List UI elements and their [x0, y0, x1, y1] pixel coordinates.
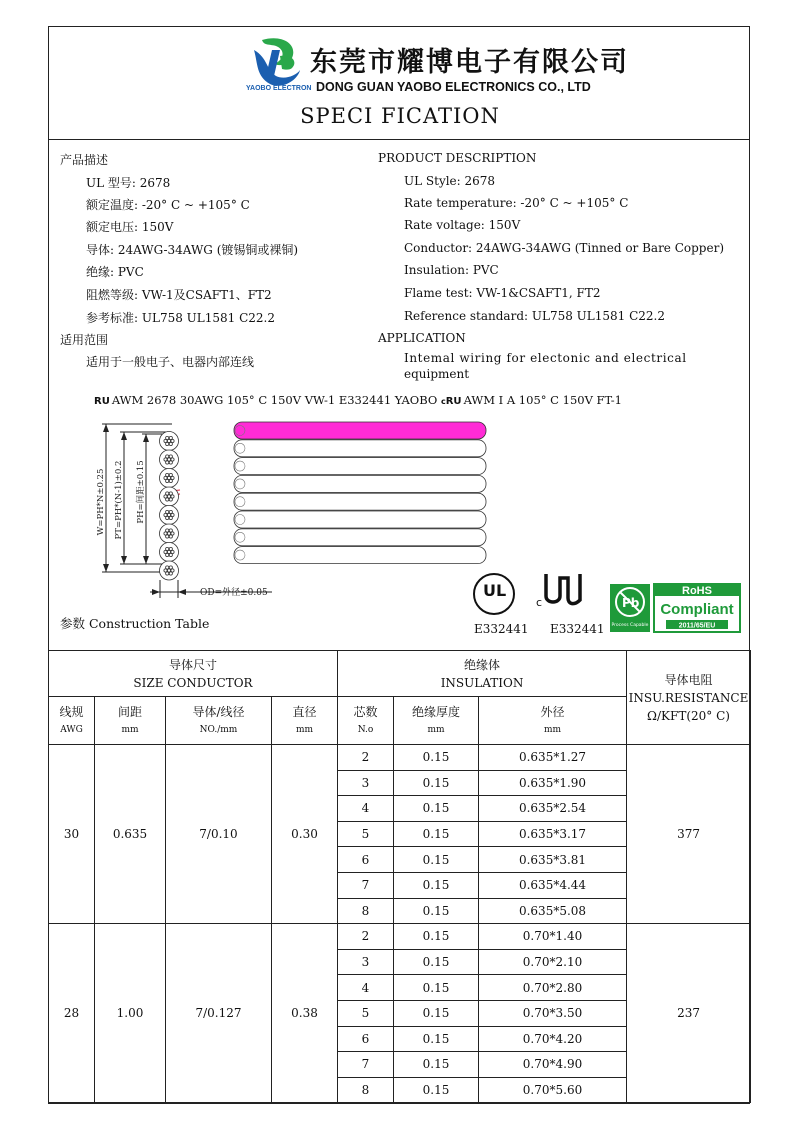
flat-cable-wire: [234, 493, 486, 510]
outer-diameter-cell: 0.70*2.10: [479, 949, 627, 975]
marking-text-2: AWM I A 105° C 150V FT-1: [463, 393, 622, 407]
column-header: 绝缘厚度 mm: [394, 697, 479, 745]
application-cn-text: 适用于一般电子、电器内部连线: [86, 355, 255, 369]
csa-c-mark: c: [536, 596, 543, 609]
strand-circle: [166, 479, 169, 482]
strand-circle: [169, 553, 172, 556]
cores-cell: 7: [338, 872, 394, 898]
svg-text:Process Capable: Process Capable: [611, 623, 649, 628]
strand-circle: [169, 498, 172, 501]
thickness-cell: 0.15: [394, 1052, 479, 1078]
description-en-line: Conductor: 24AWG-34AWG (Tinned or Bare Copper): [404, 241, 725, 255]
cores-cell: 3: [338, 770, 394, 796]
flat-cable-wire: [234, 547, 486, 564]
table-group-header-row: [49, 651, 751, 697]
cores-cell: 6: [338, 1026, 394, 1052]
thickness-cell: 0.15: [394, 872, 479, 898]
thickness-cell: 0.15: [394, 949, 479, 975]
strand-circle: [169, 547, 172, 550]
cores-cell: 8: [338, 898, 394, 924]
resistance-cell: 237: [627, 924, 751, 1103]
thickness-cell: 0.15: [394, 975, 479, 1001]
description-cn-line: 阻燃等级: VW-1及CSAFT1、FT2: [86, 288, 272, 302]
description-cn-line: 参考标准: UL758 UL1581 C22.2: [86, 311, 275, 325]
description-cn-line: 绝缘: PVC: [86, 265, 144, 279]
width-dimension-label: W=PH*N±0.25: [96, 468, 106, 536]
conductor-cell: 7/0.10: [166, 745, 272, 924]
ul-letters: UL: [483, 581, 507, 600]
construction-table-label: 参数 Construction Table: [60, 616, 210, 631]
conductor-cell: 7/0.127: [166, 924, 272, 1103]
strand-circle: [166, 516, 169, 519]
od-dimension-label: OD=外径±0.05: [200, 588, 268, 598]
outer-diameter-cell: 0.635*5.08: [479, 898, 627, 924]
flat-cable-wire: [234, 511, 486, 528]
resistance-cell: 377: [627, 745, 751, 924]
description-en-line: Rate voltage: 150V: [404, 218, 521, 232]
insulation-header: 绝缘体 INSULATION: [338, 651, 627, 697]
column-header: 外径 mm: [479, 697, 627, 745]
outer-diameter-cell: 0.635*3.17: [479, 821, 627, 847]
thickness-cell: 0.15: [394, 924, 479, 950]
thickness-cell: 0.15: [394, 745, 479, 771]
cores-cell: 2: [338, 745, 394, 771]
description-cn-heading: 产品描述: [60, 153, 109, 167]
strand-circle: [169, 455, 172, 458]
svg-text:Compliant: Compliant: [660, 601, 734, 618]
outer-diameter-cell: 0.635*1.27: [479, 745, 627, 771]
thickness-cell: 0.15: [394, 821, 479, 847]
application-cn-heading: 适用范围: [60, 333, 109, 347]
strand-circle: [166, 553, 169, 556]
company-name-cn: 东莞市耀博电子有限公司: [310, 47, 629, 78]
cable-cross-section-drawing: [96, 412, 496, 602]
pitch-cell: 0.635: [95, 745, 166, 924]
strand-circle: [169, 442, 172, 445]
strand-circle: [169, 529, 172, 532]
strand-circle: [169, 572, 172, 575]
logo-caption: YAOBO ELECTRON: [246, 85, 312, 92]
strand-circle: [166, 442, 169, 445]
column-header: 导体/线径 NO./mm: [166, 697, 272, 745]
outer-diameter-cell: 0.70*4.20: [479, 1026, 627, 1052]
strand-circle: [166, 498, 169, 501]
outer-diameter-cell: 0.635*2.54: [479, 796, 627, 822]
flat-cable-wire: [234, 475, 486, 492]
marking-text-1: AWM 2678 30AWG 105° C 150V VW-1 E332441 YAOBO: [111, 393, 438, 407]
strand-circle: [166, 535, 169, 538]
awg-cell: 28: [49, 924, 95, 1103]
pb-free-icon: [610, 584, 650, 632]
strand-circle: [166, 473, 169, 476]
pitch-label: PH=间距±0.15: [136, 460, 146, 524]
strand-circle: [166, 510, 169, 513]
application-en-heading: APPLICATION: [378, 331, 466, 345]
strand-circle: [166, 529, 169, 532]
awg-cell: 30: [49, 745, 95, 924]
strand-circle: [166, 455, 169, 458]
strand-circle: [169, 479, 172, 482]
outer-diameter-cell: 0.70*5.60: [479, 1077, 627, 1103]
description-en-line: Flame test: VW-1&CSAFT1, FT2: [404, 286, 601, 300]
outer-diameter-cell: 0.635*1.90: [479, 770, 627, 796]
svg-text:RoHS: RoHS: [682, 585, 712, 597]
table-row: [49, 745, 751, 771]
column-header: 线规 AWG: [49, 697, 95, 745]
strand-circle: [169, 473, 172, 476]
application-en-line2: equipment: [404, 367, 470, 381]
thickness-cell: 0.15: [394, 1026, 479, 1052]
column-header: 芯数 N.o: [338, 697, 394, 745]
column-header: 直径 mm: [272, 697, 338, 745]
ur-recognized-icon: RU: [94, 396, 110, 407]
outer-diameter-cell: 0.635*4.44: [479, 872, 627, 898]
strand-circle: [166, 566, 169, 569]
pitch-total-label: PT=PH*(N-1)±0.2: [114, 460, 124, 540]
ur-mark-icon: [546, 574, 580, 604]
ur-csa-icon: RU: [445, 396, 462, 407]
company-logo: [248, 36, 310, 88]
outer-diameter-cell: 0.70*1.40: [479, 924, 627, 950]
description-en-line: UL Style: 2678: [404, 174, 496, 188]
strand-circle: [169, 535, 172, 538]
cores-cell: 7: [338, 1052, 394, 1078]
thickness-cell: 0.15: [394, 1077, 479, 1103]
strand-circle: [166, 547, 169, 550]
cores-cell: 5: [338, 821, 394, 847]
outer-diameter-cell: 0.635*3.81: [479, 847, 627, 873]
column-header: 间距 mm: [95, 697, 166, 745]
description-cn-line: 额定温度: -20° C ~ +105° C: [86, 198, 250, 212]
thickness-cell: 0.15: [394, 796, 479, 822]
company-name-en: DONG GUAN YAOBO ELECTRONICS CO., LTD: [316, 80, 591, 94]
diameter-cell: 0.30: [272, 745, 338, 924]
size-conductor-header: 导体尺寸 SIZE CONDUCTOR: [49, 651, 338, 697]
strand-circle: [166, 461, 169, 464]
thickness-cell: 0.15: [394, 770, 479, 796]
strand-circle: [166, 436, 169, 439]
thickness-cell: 0.15: [394, 1000, 479, 1026]
ur-file-number: E332441: [550, 622, 605, 636]
description-en-heading: PRODUCT DESCRIPTION: [378, 151, 537, 165]
resistance-header: 导体电阻 INSU.RESISTANCE Ω/KFT(20° C): [627, 651, 751, 745]
thickness-cell: 0.15: [394, 898, 479, 924]
description-cn-line: 额定电压: 150V: [86, 220, 174, 234]
flat-cable-wire: [234, 440, 486, 457]
strand-circle: [169, 566, 172, 569]
strand-circle: [166, 572, 169, 575]
outer-diameter-cell: 0.70*3.50: [479, 1000, 627, 1026]
cores-cell: 8: [338, 1077, 394, 1103]
diameter-cell: 0.38: [272, 924, 338, 1103]
description-en-line: Insulation: PVC: [404, 263, 499, 277]
table-row: [49, 924, 751, 950]
flat-cable-wire: [234, 529, 486, 546]
cores-cell: 2: [338, 924, 394, 950]
strand-circle: [166, 492, 169, 495]
thickness-cell: 0.15: [394, 847, 479, 873]
cores-cell: 4: [338, 796, 394, 822]
document-title: SPECI FICATION: [300, 104, 500, 128]
description-en-line: Reference standard: UL758 UL1581 C22.2: [404, 309, 665, 323]
description-en-line: Rate temperature: -20° C ~ +105° C: [404, 196, 629, 210]
construction-table: [48, 650, 751, 1103]
application-en-line1: Intemal wiring for electonic and electrical: [404, 351, 687, 365]
outer-diameter-cell: 0.70*4.90: [479, 1052, 627, 1078]
cores-cell: 4: [338, 975, 394, 1001]
header-divider: [48, 139, 750, 140]
flat-cable-wire: [234, 458, 486, 475]
marker-stripe-wire: [234, 422, 486, 439]
description-cn-line: UL 型号: 2678: [86, 176, 171, 190]
cores-cell: 6: [338, 847, 394, 873]
svg-text:2011/65/EU: 2011/65/EU: [678, 622, 716, 630]
csa-prefix: c: [440, 397, 446, 406]
pitch-cell: 1.00: [95, 924, 166, 1103]
cable-marking: [94, 393, 622, 407]
description-cn-line: 导体: 24AWG-34AWG (镀锡铜或裸铜): [86, 243, 299, 257]
cores-cell: 5: [338, 1000, 394, 1026]
strand-circle: [169, 461, 172, 464]
cores-cell: 3: [338, 949, 394, 975]
outer-diameter-cell: 0.70*2.80: [479, 975, 627, 1001]
rohs-badge: [654, 584, 740, 632]
strand-circle: [169, 492, 172, 495]
strand-circle: [169, 516, 172, 519]
strand-circle: [169, 510, 172, 513]
svg-text:Pb: Pb: [622, 596, 640, 610]
strand-circle: [169, 436, 172, 439]
ul-file-number: E332441: [474, 622, 529, 636]
